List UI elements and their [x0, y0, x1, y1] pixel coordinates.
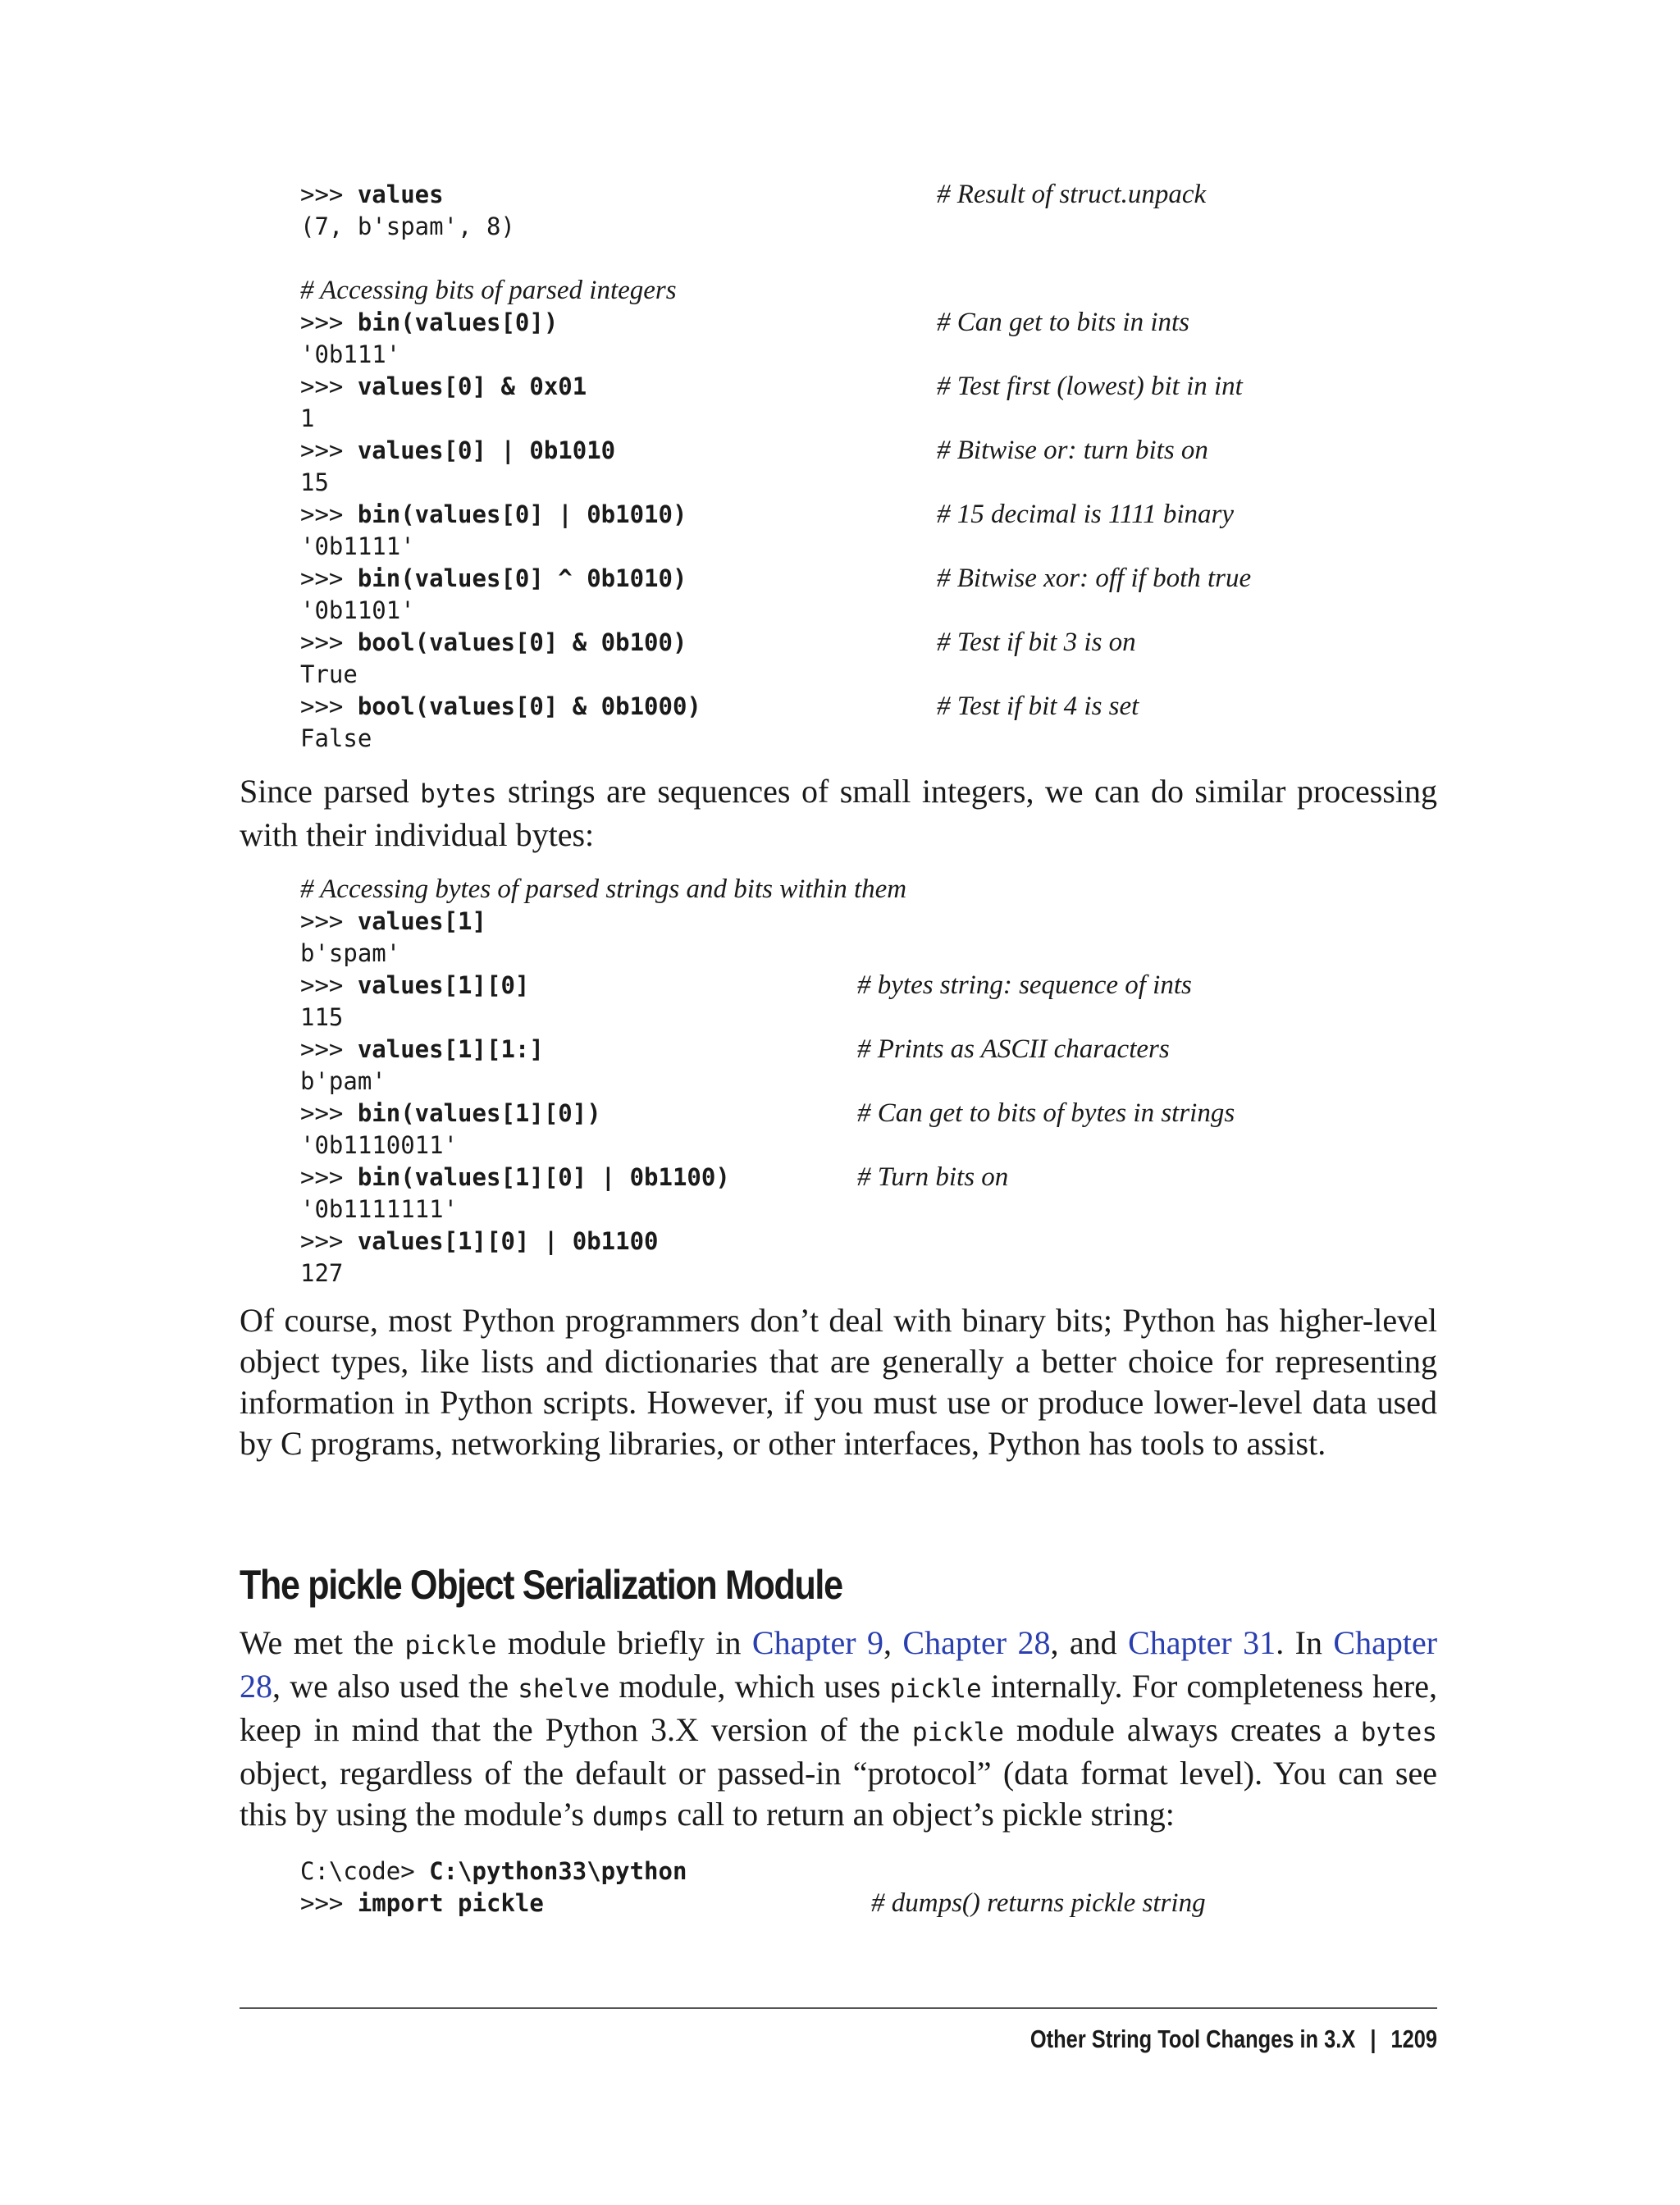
- code-output: 127: [300, 1259, 344, 1287]
- paragraph-text: We met the: [240, 1624, 405, 1661]
- code-comment: # Accessing bytes of parsed strings and bits within them: [300, 874, 907, 904]
- code-text: [300, 371, 587, 403]
- code-output: b'spam': [300, 939, 401, 967]
- code-output: 1: [300, 404, 315, 432]
- code-text: [300, 1034, 544, 1066]
- code-output: '0b1101': [300, 596, 415, 624]
- code-prompt: C:\code>: [300, 1857, 430, 1885]
- code-input: bin(values[0]): [357, 308, 559, 336]
- code-text: [300, 531, 415, 563]
- paragraph-pickle-intro: [240, 1623, 1437, 1838]
- inline-code: shelve: [518, 1674, 610, 1704]
- code-prompt: >>>: [300, 692, 358, 720]
- section-heading: The pickle Object Serialization Module: [240, 1562, 842, 1608]
- code-input: bin(values[0] | 0b1010): [357, 500, 687, 528]
- code-comment: # Can get to bits in ints: [937, 308, 1190, 337]
- paragraph-text: , and: [1050, 1624, 1129, 1661]
- code-text: [300, 1098, 601, 1130]
- code-input: values[0] & 0x01: [357, 372, 587, 400]
- code-text: [300, 723, 372, 755]
- code-text: [300, 1066, 386, 1098]
- code-text: [300, 1226, 659, 1258]
- code-text: [300, 1888, 544, 1920]
- code-text: [300, 211, 515, 243]
- running-title: Other String Tool Changes in 3.X: [1029, 2025, 1356, 2053]
- code-prompt: >>>: [300, 1035, 358, 1063]
- paragraph-text: module briefly in: [496, 1624, 752, 1661]
- code-comment: # 15 decimal is 1111 binary: [937, 500, 1235, 529]
- code-input: bin(values[1][0] | 0b1100): [357, 1163, 730, 1191]
- code-output: '0b1110011': [300, 1131, 459, 1159]
- code-text: [300, 691, 701, 723]
- code-input: values: [357, 180, 444, 208]
- code-text: [300, 1856, 687, 1888]
- paragraph-text: . In: [1276, 1624, 1334, 1661]
- code-text: [300, 627, 687, 659]
- code-comment: # Test if bit 3 is on: [937, 628, 1136, 657]
- inline-code: dumps: [592, 1802, 669, 1832]
- code-comment: # bytes string: sequence of ints: [857, 970, 1192, 1000]
- code-text: [300, 938, 400, 970]
- code-input: import pickle: [357, 1889, 544, 1917]
- code-text: [300, 339, 400, 371]
- code-text: [300, 595, 415, 627]
- code-input: values[0] | 0b1010: [357, 436, 616, 464]
- code-output: '0b1111111': [300, 1195, 459, 1223]
- code-output: 15: [300, 468, 329, 496]
- code-text: [300, 1162, 730, 1194]
- code-output: '0b1111': [300, 532, 415, 560]
- code-input: bin(values[0] ^ 0b1010): [357, 564, 687, 592]
- code-prompt: >>>: [300, 180, 358, 208]
- code-input: values[1][1:]: [357, 1035, 544, 1063]
- code-comment: # Test if bit 4 is set: [937, 692, 1139, 721]
- code-prompt: >>>: [300, 907, 358, 935]
- code-text: [300, 499, 687, 531]
- code-text: [300, 467, 329, 499]
- code-input: bin(values[1][0]): [357, 1099, 601, 1127]
- code-prompt: >>>: [300, 1227, 358, 1255]
- inline-code: pickle: [404, 1631, 497, 1660]
- code-comment: # Result of struct.unpack: [937, 180, 1207, 209]
- code-comment: # Can get to bits of bytes in strings: [857, 1098, 1235, 1128]
- code-prompt: >>>: [300, 564, 358, 592]
- code-input: values[1]: [357, 907, 486, 935]
- code-text: [300, 435, 615, 467]
- code-prompt: >>>: [300, 1163, 358, 1191]
- code-comment: # Turn bits on: [857, 1162, 1009, 1192]
- code-comment: # Prints as ASCII characters: [857, 1034, 1170, 1064]
- code-output: 115: [300, 1003, 344, 1031]
- code-prompt: >>>: [300, 971, 358, 999]
- code-prompt: >>>: [300, 628, 358, 656]
- code-text: [300, 307, 558, 339]
- paragraph-bytes-sequences: [240, 771, 1437, 856]
- code-comment: # dumps() returns pickle string: [871, 1888, 1206, 1918]
- code-input: values[1][0] | 0b1100: [357, 1227, 659, 1255]
- code-text: [300, 1258, 343, 1290]
- inline-code: pickle: [911, 1718, 1004, 1747]
- paragraph-text: internally. For completeness here, keep in mind that the Python 3.X version of the: [240, 1668, 1437, 1748]
- code-text: [300, 659, 358, 691]
- code-text: [300, 179, 444, 211]
- code-output: b'pam': [300, 1067, 386, 1095]
- code-input: bool(values[0] & 0b1000): [357, 692, 701, 720]
- code-input: values[1][0]: [357, 971, 530, 999]
- code-prompt: >>>: [300, 308, 358, 336]
- paragraph-text: Since parsed: [240, 773, 421, 810]
- code-text: [300, 563, 687, 595]
- code-prompt: >>>: [300, 372, 358, 400]
- code-input: C:\python33\python: [429, 1857, 687, 1885]
- code-prompt: >>>: [300, 500, 358, 528]
- code-text: [300, 1130, 458, 1162]
- code-text: [300, 1194, 458, 1226]
- code-text: [300, 403, 314, 435]
- code-comment: # Bitwise or: turn bits on: [937, 436, 1208, 465]
- code-comment: # Test first (lowest) bit in int: [937, 372, 1243, 401]
- inline-code: bytes: [1360, 1718, 1438, 1747]
- code-comment: # Bitwise xor: off if both true: [937, 564, 1252, 593]
- page-footer: [1030, 2023, 1437, 2056]
- chapter-28-link-2[interactable]: Chapter 28: [240, 1624, 1438, 1705]
- code-prompt: >>>: [300, 1099, 358, 1127]
- paragraph-text: strings are sequences of small integers, we can do similar processing with their individual bytes:: [240, 773, 1438, 853]
- code-prompt: >>>: [300, 436, 358, 464]
- inline-code: bytes: [420, 779, 497, 809]
- code-output: '0b111': [300, 340, 401, 368]
- chapter-31-link[interactable]: Chapter 31: [1128, 1624, 1276, 1661]
- page-number: 1209: [1390, 2025, 1437, 2053]
- footer-rule: [240, 2007, 1437, 2009]
- code-text: [300, 970, 529, 1002]
- chapter-28-link[interactable]: Chapter 28: [902, 1624, 1051, 1661]
- code-text: [300, 906, 486, 938]
- footer-separator: |: [1370, 2025, 1376, 2053]
- paragraph-text: object, regardless of the default or passed-in “protocol” (data format level). You can see this by using the module’s: [240, 1755, 1437, 1833]
- code-prompt: >>>: [300, 1889, 358, 1917]
- paragraph-text: , we also used the: [272, 1668, 518, 1705]
- code-input: bool(values[0] & 0b100): [357, 628, 687, 656]
- paragraph-text: module, which uses: [609, 1668, 890, 1705]
- inline-code: pickle: [889, 1674, 982, 1704]
- chapter-9-link[interactable]: Chapter 9: [751, 1624, 883, 1661]
- paragraph-text: module always creates a: [1003, 1711, 1361, 1748]
- paragraph-binary-bits-note: Of course, most Python programmers don’t deal with binary bits; Python has higher-level object types, like lists and dictionaries that are generally a better choice for representing information in Python scripts. However, if you must use or produce lower-level data used by C programs, networking libraries, or other interfaces, Python has tools to assist.: [240, 1302, 1437, 1462]
- code-output: (7, b'spam', 8): [300, 212, 515, 240]
- paragraph-text: ,: [883, 1624, 903, 1661]
- code-text: [300, 1002, 343, 1034]
- code-output: False: [300, 724, 372, 752]
- code-output: True: [300, 660, 358, 688]
- paragraph-text: call to return an object’s pickle string:: [669, 1796, 1175, 1833]
- code-comment: # Accessing bits of parsed integers: [300, 276, 677, 305]
